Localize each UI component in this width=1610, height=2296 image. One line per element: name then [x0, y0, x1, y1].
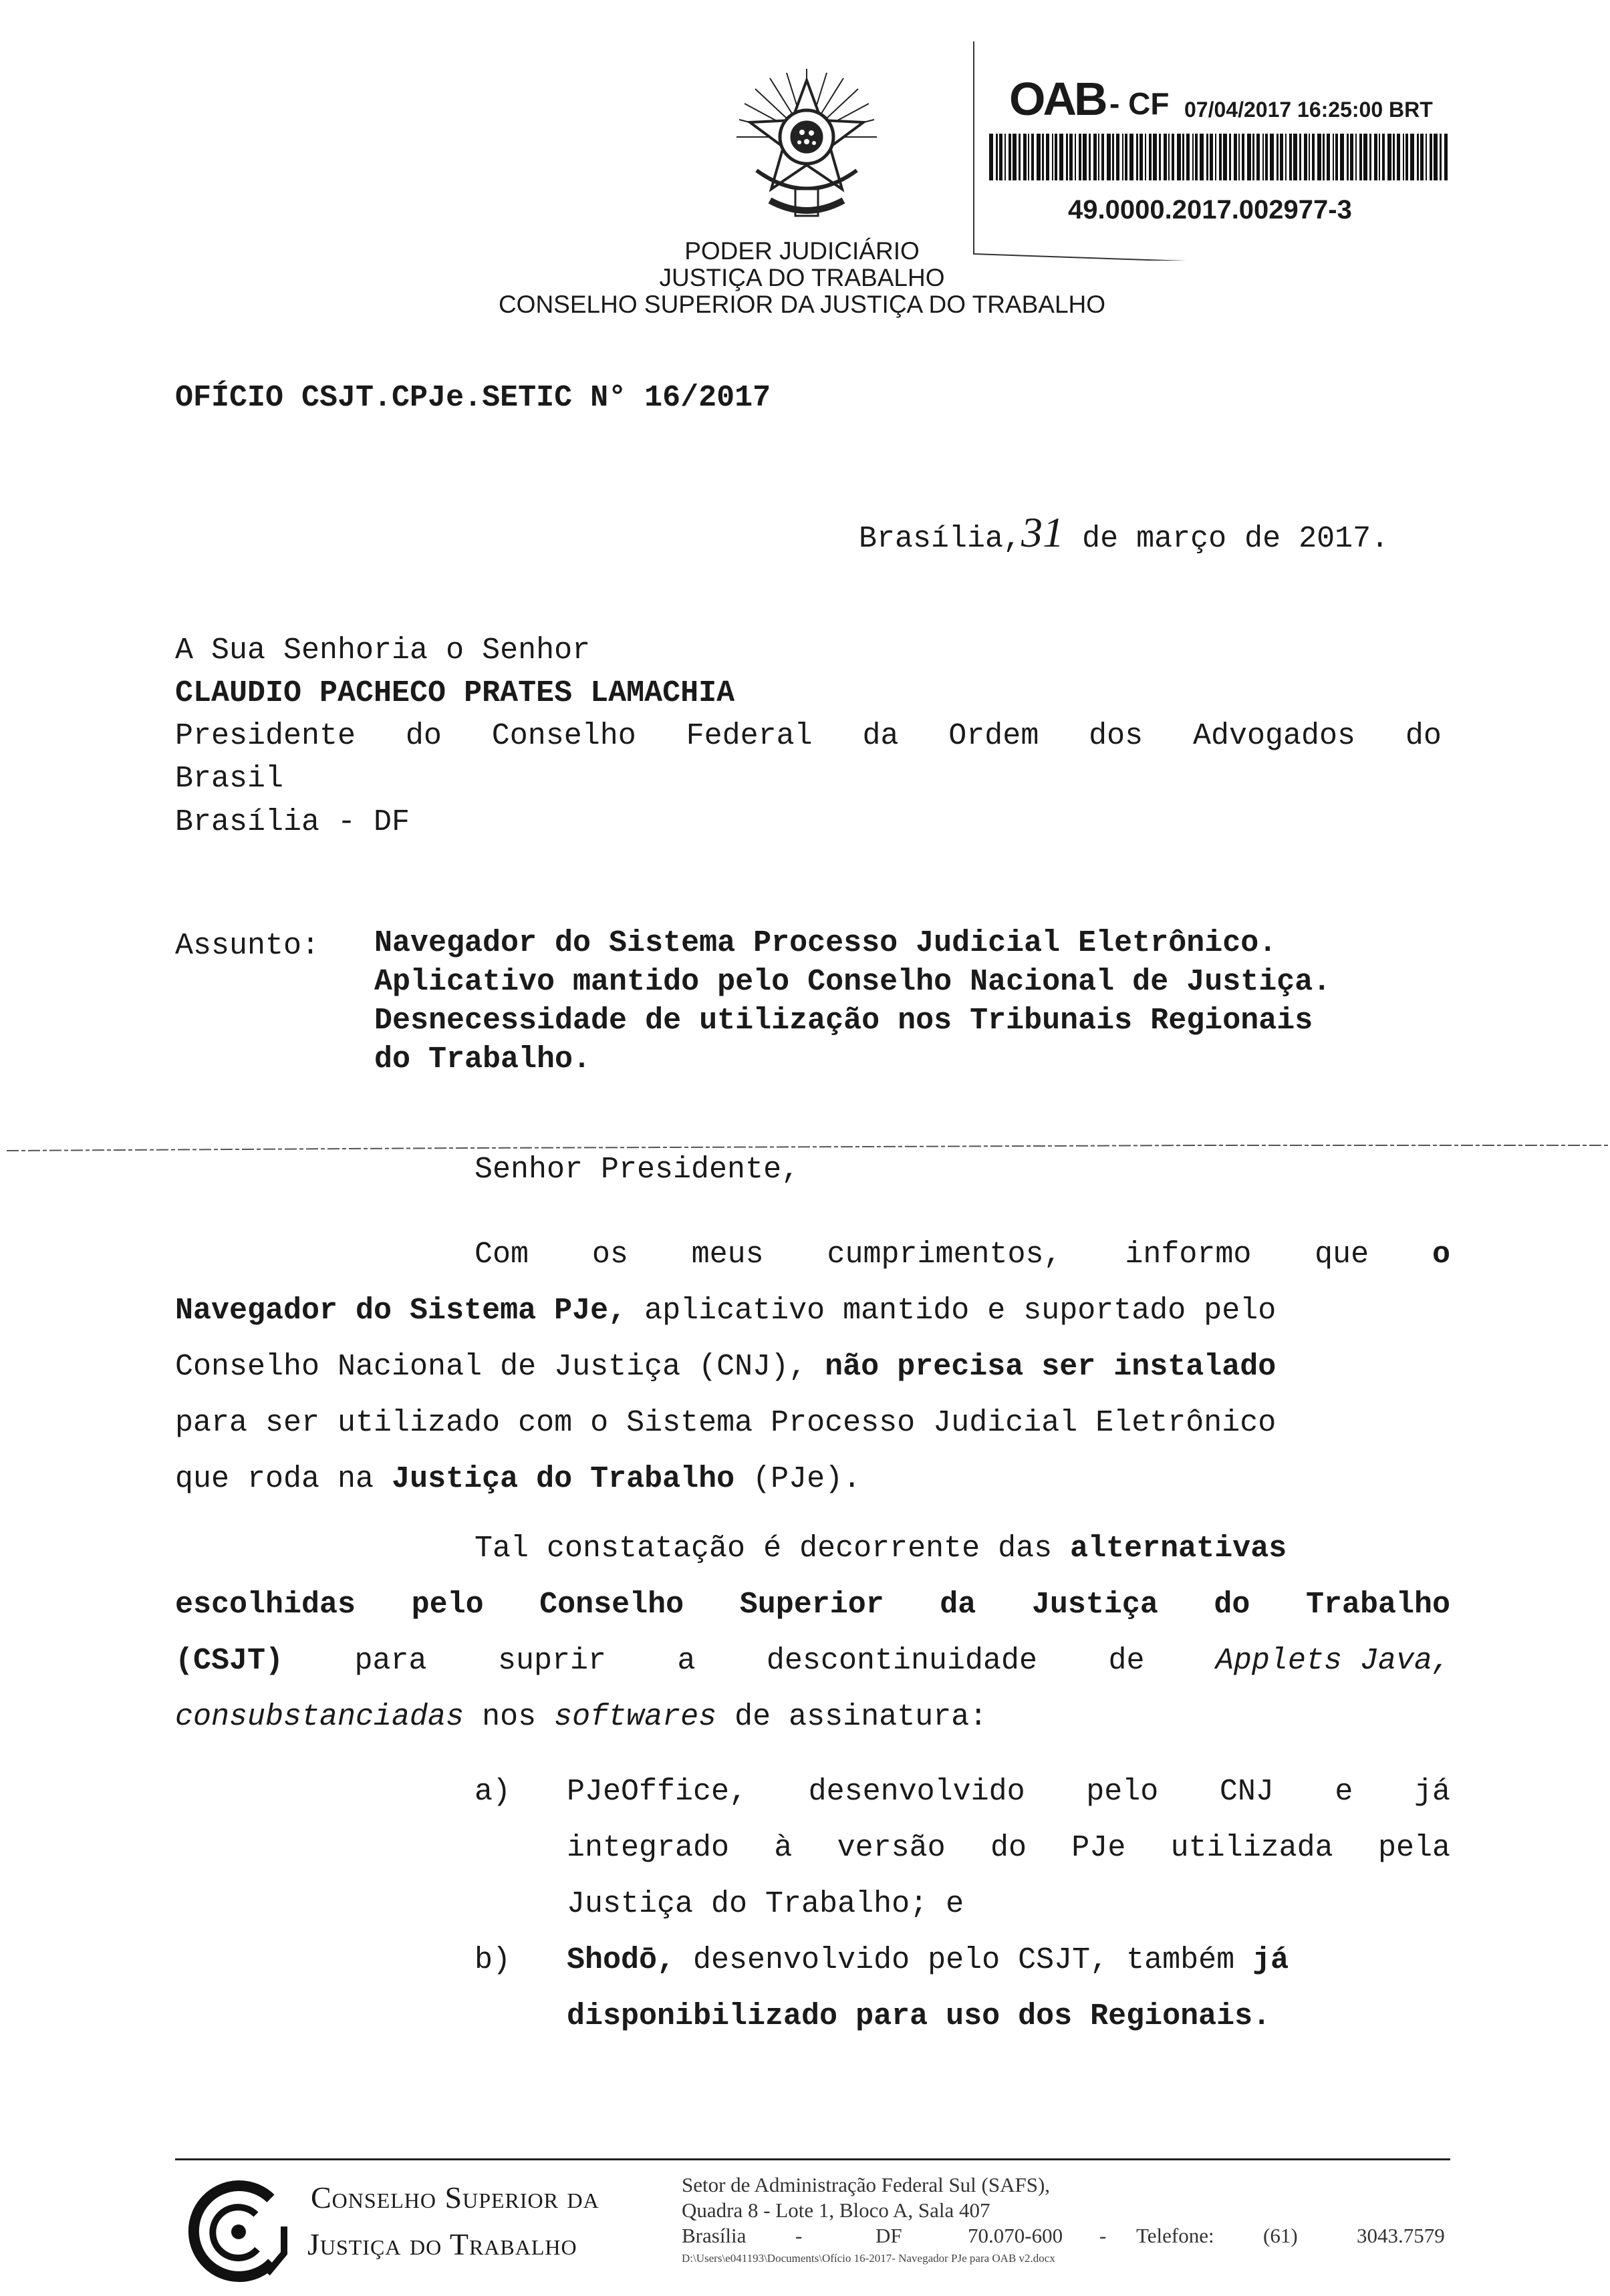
- barcode-bar: [1238, 134, 1240, 180]
- addressee-role: Presidente do Conselho Federal da Ordem dos Advogados do: [175, 719, 1442, 753]
- barcode-bar: [1285, 134, 1287, 180]
- barcode-bar: [1052, 134, 1053, 180]
- barcode-bar: [1013, 134, 1017, 180]
- barcode-bar: [1256, 134, 1260, 180]
- barcode-bar: [1379, 134, 1380, 180]
- p1-line-4: para ser utilizado com o Sistema Processo Judicial Eletrônico: [175, 1406, 1277, 1440]
- barcode-bar: [1397, 134, 1400, 180]
- barcode-bar: [1028, 134, 1029, 180]
- footer-file-path: D:\Users\e041193\Documents\Ofício 16-2017- Navegador PJe para OAB v2.docx: [682, 2252, 1055, 2265]
- barcode-bar: [1145, 134, 1146, 180]
- barcode-bar: [1333, 134, 1334, 180]
- barcode-bar: [1177, 134, 1181, 180]
- barcode-bar: [1374, 134, 1377, 180]
- barcode-bar: [1359, 134, 1362, 180]
- barcode-bar: [1164, 134, 1167, 180]
- barcode-bar: [1387, 134, 1391, 180]
- subject-line-2: Aplicativo mantido pelo Conselho Nacional de Justiça.: [374, 965, 1331, 999]
- barcode-bar: [1046, 134, 1049, 180]
- barcode-bar: [1317, 134, 1321, 180]
- subject-line-4: do Trabalho.: [374, 1042, 591, 1077]
- letter-date: Brasília,31 de março de 2017.: [859, 509, 1389, 556]
- footer-state: DF: [876, 2224, 902, 2247]
- barcode-bar: [1335, 134, 1338, 180]
- p2-line-4: consubstanciadas nos softwares de assinatura:: [175, 1700, 988, 1734]
- barcode-bar: [1059, 134, 1063, 180]
- barcode-bar: [996, 134, 998, 180]
- barcode-bar: [1234, 134, 1237, 180]
- subject-line-1: Navegador do Sistema Processo Judicial Eletrônico.: [374, 926, 1277, 960]
- barcode-bar: [1289, 134, 1292, 180]
- addressee-name: CLAUDIO PACHECO PRATES LAMACHIA: [175, 676, 735, 710]
- date-day-handwritten: 31: [1021, 509, 1065, 556]
- barcode-bar: [1101, 134, 1104, 180]
- barcode-bar: [1350, 134, 1353, 180]
- footer-phone-label: Telefone:: [1136, 2224, 1214, 2247]
- barcode-bar: [1393, 134, 1395, 180]
- barcode-bar: [1112, 134, 1114, 180]
- barcode-bar: [1153, 134, 1157, 180]
- barcode-bar: [1252, 134, 1254, 180]
- footer-dash-2: -: [1099, 2224, 1107, 2247]
- barcode-bar: [1125, 134, 1127, 180]
- barcode-bar: [1079, 134, 1081, 180]
- barcode-bar: [1159, 134, 1161, 180]
- barcode-bar: [1089, 134, 1091, 180]
- footer-phone-area: (61): [1263, 2224, 1298, 2247]
- footer-org-line-1: Conselho Superior da: [311, 2180, 599, 2214]
- barcode-bar: [1299, 134, 1301, 180]
- item-b-marker: b): [475, 1943, 511, 1977]
- header-conselho-superior: CONSELHO SUPERIOR DA JUSTIÇA DO TRABALHO: [498, 291, 1106, 318]
- barcode-bar: [1323, 134, 1325, 180]
- barcode-bar: [1270, 134, 1274, 180]
- barcode-bar: [1031, 134, 1034, 180]
- barcode-bar: [1405, 134, 1408, 180]
- barcode-bar: [1215, 134, 1216, 180]
- barcode-bar: [1440, 134, 1442, 180]
- barcode-bar: [1168, 134, 1170, 180]
- barcode-bar: [1009, 134, 1011, 180]
- barcode-bar: [1434, 134, 1438, 180]
- barcode-bar: [1206, 134, 1208, 180]
- barcode-bar: [1420, 134, 1424, 180]
- footer-dash-1: -: [795, 2224, 803, 2247]
- letter-reference: OFÍCIO CSJT.CPJe.SETIC N° 16/2017: [175, 381, 771, 415]
- barcode-bar: [1304, 134, 1307, 180]
- barcode-bar: [1055, 134, 1057, 180]
- barcode-bar: [1037, 134, 1041, 180]
- barcode-bar: [1195, 134, 1198, 180]
- greeting: Senhor Presidente,: [475, 1153, 800, 1187]
- barcode-bar: [1172, 134, 1174, 180]
- barcode-bar: [1192, 134, 1194, 180]
- stamp-code: - CF: [1109, 86, 1170, 121]
- barcode-bar: [1229, 134, 1231, 180]
- barcode-bar: [1139, 134, 1143, 180]
- barcode-bar: [1382, 134, 1385, 180]
- footer-city: Brasília: [682, 2224, 747, 2247]
- barcode-bar: [1410, 134, 1414, 180]
- coat-of-arms-emblem: [730, 63, 884, 231]
- barcode-bar: [1265, 134, 1268, 180]
- fold-line: [0, 1141, 1610, 1155]
- barcode-bar: [1340, 134, 1344, 180]
- item-b-line-1: Shodō, desenvolvido pelo CSJT, também já: [567, 1943, 1289, 1977]
- item-a-marker: a): [475, 1775, 511, 1809]
- footer-address-1: Setor de Administração Federal Sul (SAFS),: [682, 2173, 1051, 2196]
- barcode-bar: [1042, 134, 1044, 180]
- oab-logo: OAB: [1009, 73, 1105, 125]
- barcode-bar: [989, 134, 993, 180]
- barcode-bar: [1309, 134, 1310, 180]
- barcode-bar: [1182, 134, 1184, 180]
- barcode-bar: [1149, 134, 1152, 180]
- barcode-bar: [1363, 134, 1367, 180]
- item-b-line-2: disponibilizado para uso dos Regionais.: [567, 1999, 1271, 2033]
- barcode-bar: [1107, 134, 1111, 180]
- p1-line-2: Navegador do Sistema PJe, aplicativo mantido e suportado pelo: [175, 1294, 1277, 1328]
- barcode-bar: [1327, 134, 1330, 180]
- barcode-bar: [1200, 134, 1204, 180]
- barcode-bar: [1242, 134, 1244, 180]
- barcode-bar: [1293, 134, 1297, 180]
- barcode-bar: [1093, 134, 1097, 180]
- barcode-bar: [1122, 134, 1123, 180]
- footer-phone: 3043.7579: [1357, 2224, 1445, 2247]
- barcode-bar: [1223, 134, 1227, 180]
- header-justica-do-trabalho: JUSTIÇA DO TRABALHO: [659, 264, 945, 291]
- item-a-line-2: integrado à versão do PJe utilizada pela: [567, 1831, 1450, 1865]
- subject-line-3: Desnecessidade de utilização nos Tribunais Regionais: [374, 1004, 1313, 1038]
- barcode-bar: [1444, 134, 1448, 180]
- barcode-bar: [1098, 134, 1099, 180]
- barcode-bar: [1116, 134, 1119, 180]
- barcode-bar: [1186, 134, 1190, 180]
- addressee-city: Brasília - DF: [175, 805, 410, 839]
- barcode-bar: [1430, 134, 1432, 180]
- barcode-bar: [1277, 134, 1279, 180]
- footer-org-line-2: Justiça do Trabalho: [307, 2227, 577, 2261]
- footer-cep: 70.070-600: [968, 2224, 1063, 2247]
- barcode-bar: [1417, 134, 1419, 180]
- item-a-line-1: PJeOffice, desenvolvido pelo CNJ e já: [567, 1775, 1450, 1809]
- barcode: [989, 134, 1450, 180]
- barcode-bar: [1023, 134, 1027, 180]
- addressee-salutation: A Sua Senhoria o Senhor: [175, 633, 591, 668]
- barcode-bar: [1219, 134, 1222, 180]
- barcode-bar: [1247, 134, 1251, 180]
- barcode-bar: [1136, 134, 1138, 180]
- addressee-role-end: Brasil: [175, 762, 284, 796]
- p2-line-3: (CSJT) para suprir a descontinuidade de Applets Java,: [175, 1644, 1450, 1678]
- barcode-bar: [1426, 134, 1427, 180]
- barcode-bar: [1312, 134, 1315, 180]
- barcode-bar: [1004, 134, 1006, 180]
- subject-label: Assunto:: [175, 929, 320, 963]
- barcode-bar: [1210, 134, 1213, 180]
- csjt-logo-icon: [184, 2180, 291, 2283]
- stamp-protocol-number: 49.0000.2017.002977-3: [1068, 195, 1352, 225]
- barcode-bar: [1066, 134, 1068, 180]
- p2-line-1: Tal constatação é decorrente das alternativas: [475, 1532, 1287, 1566]
- item-a-line-3: Justiça do Trabalho; e: [567, 1887, 964, 1921]
- barcode-bar: [1069, 134, 1073, 180]
- barcode-bar: [1403, 134, 1404, 180]
- barcode-bar: [1019, 134, 1021, 180]
- p2-line-2: escolhidas pelo Conselho Superior da Justiça do Trabalho: [175, 1588, 1450, 1622]
- barcode-bar: [1369, 134, 1371, 180]
- barcode-bar: [1075, 134, 1076, 180]
- barcode-bar: [1347, 134, 1349, 180]
- barcode-bar: [1355, 134, 1357, 180]
- p1-line-1: Com os meus cumprimentos, informo que o: [475, 1238, 1450, 1272]
- barcode-bar: [1129, 134, 1133, 180]
- header-poder-judiciario: PODER JUDICIÁRIO: [684, 237, 920, 265]
- p1-line-3: Conselho Nacional de Justiça (CNJ), não precisa ser instalado: [175, 1350, 1277, 1384]
- footer-rule: [175, 2158, 1450, 2160]
- barcode-bar: [1280, 134, 1283, 180]
- p1-line-5: que roda na Justiça do Trabalho (PJe).: [175, 1462, 861, 1496]
- barcode-bar: [999, 134, 1002, 180]
- footer-address-2: Quadra 8 - Lote 1, Bloco A, Sala 407: [682, 2198, 990, 2222]
- barcode-bar: [1083, 134, 1087, 180]
- stamp-datetime: 07/04/2017 16:25:00 BRT: [1184, 98, 1433, 122]
- barcode-bar: [1262, 134, 1264, 180]
